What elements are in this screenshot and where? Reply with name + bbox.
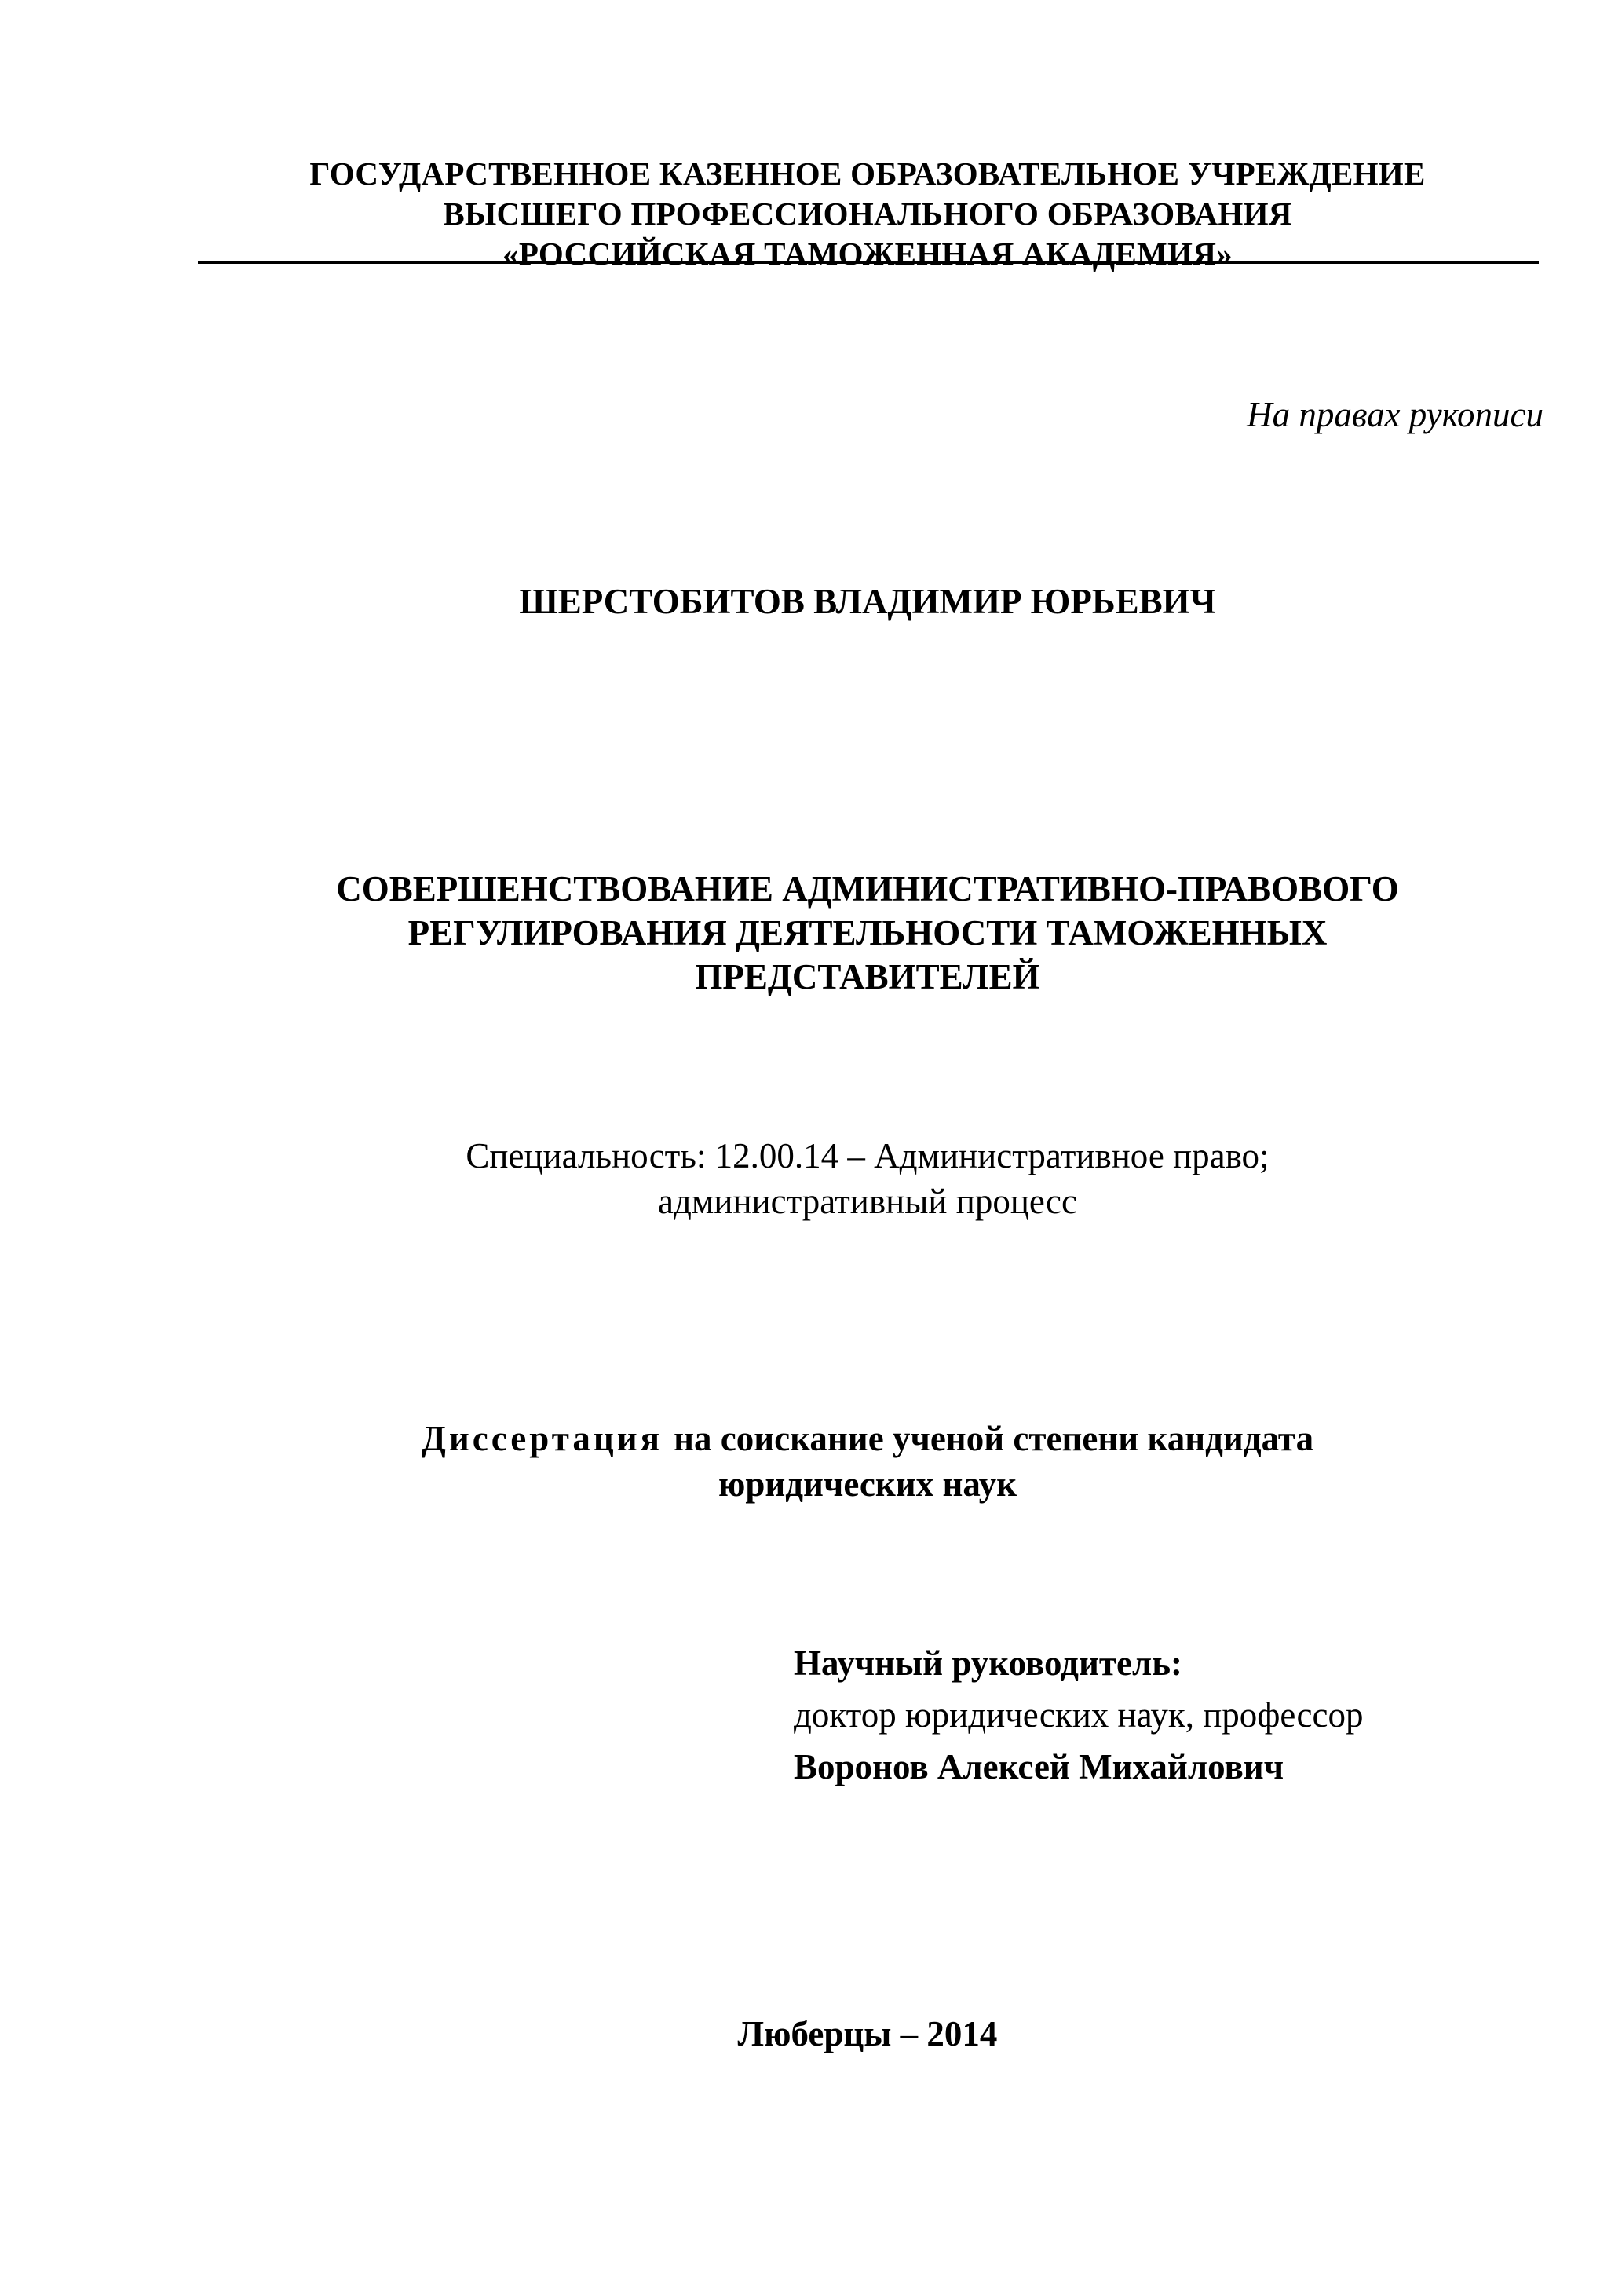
specialty-line-1: Специальность: 12.00.14 – Административное право; — [466, 1136, 1269, 1175]
advisor-name: Воронов Алексей Михайлович — [794, 1747, 1284, 1786]
advisor-degree: доктор юридических наук, профессор — [794, 1695, 1364, 1735]
institution-line-1: ГОСУДАРСТВЕННОЕ КАЗЕННОЕ ОБРАЗОВАТЕЛЬНОЕ УЧРЕЖДЕНИЕ — [309, 155, 1426, 192]
institution-line-2: ВЫСШЕГО ПРОФЕССИОНАЛЬНОГО ОБРАЗОВАНИЯ — [443, 196, 1292, 232]
degree-statement-rest: на соискание ученой степени кандидата — [674, 1419, 1314, 1458]
advisor-heading: Научный руководитель: — [794, 1643, 1182, 1683]
degree-statement-line-1 — [0, 1416, 1622, 1461]
dissertation-word: Диссертация — [421, 1419, 663, 1458]
institution-line-3: «РОССИЙСКАЯ ТАМОЖЕННАЯ АКАДЕМИЯ» — [502, 236, 1233, 272]
title-line-1: СОВЕРШЕНСТВОВАНИЕ АДМИНИСТРАТИВНО-ПРАВОВОГО — [336, 869, 1399, 909]
title-line-2: РЕГУЛИРОВАНИЯ ДЕЯТЕЛЬНОСТИ ТАМОЖЕННЫХ — [407, 913, 1328, 952]
degree-statement-line-2: юридических наук — [718, 1464, 1017, 1504]
institution-header — [0, 154, 1622, 274]
degree-statement — [0, 1416, 1622, 1507]
title-line-3: ПРЕДСТАВИТЕЛЕЙ — [695, 957, 1040, 996]
header-divider — [198, 261, 1539, 264]
manuscript-note: На правах рукописи — [1247, 395, 1543, 434]
specialty-line-2: административный процесс — [658, 1182, 1077, 1221]
dissertation-title — [0, 867, 1622, 999]
scientific-advisor — [794, 1637, 1363, 1793]
author-name: ШЕРСТОБИТОВ ВЛАДИМИР ЮРЬЕВИЧ — [519, 582, 1216, 621]
specialty — [0, 1133, 1622, 1224]
place-year: Люберцы – 2014 — [737, 2014, 998, 2053]
